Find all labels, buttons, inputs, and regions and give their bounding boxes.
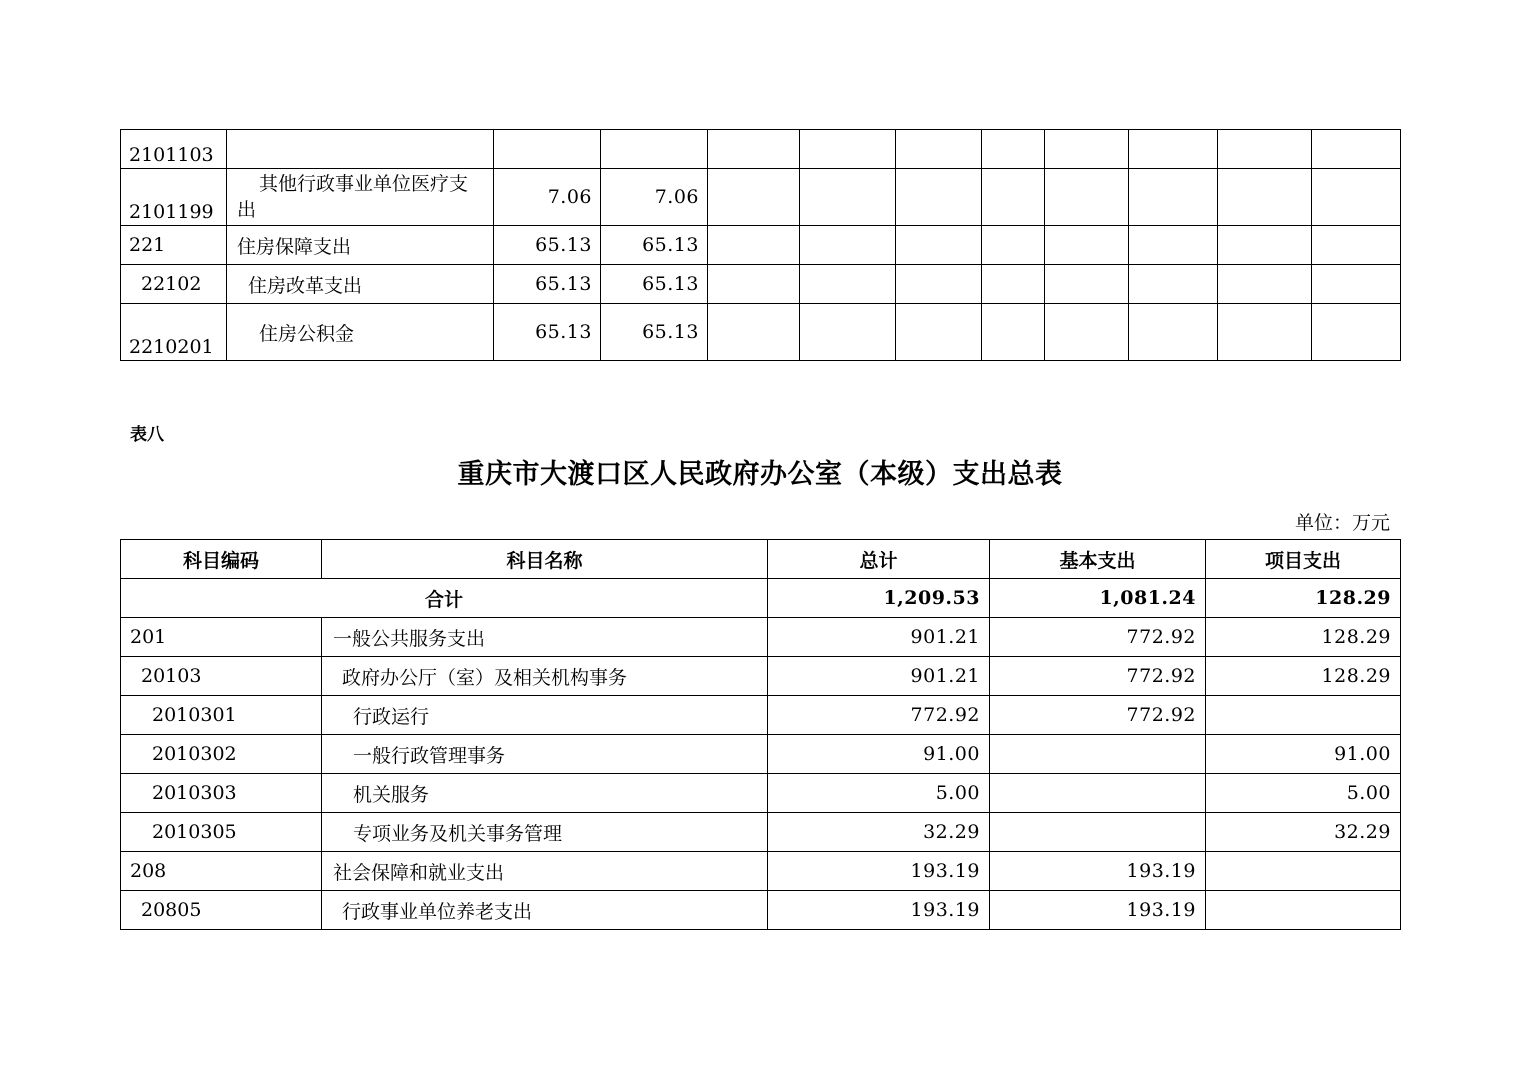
row-value	[494, 130, 601, 169]
row-code: 2010301	[121, 696, 322, 735]
table-row	[121, 657, 1401, 696]
empty-cell	[1045, 265, 1129, 304]
row-code: 2101103	[121, 130, 227, 169]
row-name: 一般行政管理事务	[322, 735, 768, 774]
total-value: 1,209.53	[768, 579, 990, 618]
empty-cell	[1045, 304, 1129, 361]
row-basic: 772.92	[990, 657, 1206, 696]
row-code: 20103	[121, 657, 322, 696]
row-code: 20805	[121, 891, 322, 930]
empty-cell	[982, 169, 1045, 226]
total-label: 合计	[121, 579, 768, 618]
row-name: 住房保障支出	[227, 226, 494, 265]
empty-cell	[896, 169, 982, 226]
empty-cell	[708, 226, 800, 265]
empty-cell	[982, 265, 1045, 304]
empty-cell	[1218, 169, 1312, 226]
empty-cell	[1045, 226, 1129, 265]
table-row	[121, 618, 1401, 657]
empty-cell	[1218, 304, 1312, 361]
empty-cell	[708, 304, 800, 361]
row-name: 政府办公厅（室）及相关机构事务	[322, 657, 768, 696]
empty-cell	[800, 304, 896, 361]
empty-cell	[1312, 169, 1401, 226]
row-name	[227, 130, 494, 169]
column-header: 科目名称	[322, 540, 768, 579]
row-code: 2101199	[121, 169, 227, 226]
continuation-table	[120, 129, 1401, 361]
empty-cell	[708, 265, 800, 304]
empty-cell	[1312, 304, 1401, 361]
empty-cell	[1129, 130, 1218, 169]
row-total: 91.00	[768, 735, 990, 774]
row-value: 65.13	[494, 226, 601, 265]
row-basic: 193.19	[990, 891, 1206, 930]
empty-cell	[1129, 169, 1218, 226]
empty-cell	[896, 130, 982, 169]
table-row	[121, 265, 1401, 304]
row-project: 32.29	[1206, 813, 1401, 852]
total-basic: 1,081.24	[990, 579, 1206, 618]
empty-cell	[1312, 265, 1401, 304]
row-project	[1206, 852, 1401, 891]
table-row	[121, 226, 1401, 265]
empty-cell	[800, 169, 896, 226]
empty-cell	[800, 130, 896, 169]
row-total: 772.92	[768, 696, 990, 735]
empty-cell	[1218, 226, 1312, 265]
row-name: 专项业务及机关事务管理	[322, 813, 768, 852]
row-basic	[990, 813, 1206, 852]
row-name: 社会保障和就业支出	[322, 852, 768, 891]
unit-label: 单位：万元	[1294, 512, 1390, 534]
row-value: 65.13	[494, 304, 601, 361]
row-basic	[990, 774, 1206, 813]
page-title: 重庆市大渡口区人民政府办公室（本级）支出总表	[457, 459, 1063, 490]
table-row	[121, 852, 1401, 891]
empty-cell	[1045, 130, 1129, 169]
table-row	[121, 774, 1401, 813]
empty-cell	[800, 265, 896, 304]
row-code: 2010302	[121, 735, 322, 774]
empty-cell	[982, 226, 1045, 265]
row-project: 128.29	[1206, 618, 1401, 657]
empty-cell	[708, 169, 800, 226]
empty-cell	[1312, 226, 1401, 265]
row-value: 65.13	[601, 265, 708, 304]
row-name: 行政运行	[322, 696, 768, 735]
empty-cell	[1218, 130, 1312, 169]
row-total: 32.29	[768, 813, 990, 852]
empty-cell	[896, 226, 982, 265]
table-row	[121, 891, 1401, 930]
row-name: 住房改革支出	[227, 265, 494, 304]
row-value: 65.13	[494, 265, 601, 304]
expense-summary-table	[120, 539, 1401, 930]
row-basic	[990, 735, 1206, 774]
row-basic: 193.19	[990, 852, 1206, 891]
empty-cell	[1045, 169, 1129, 226]
total-project: 128.29	[1206, 579, 1401, 618]
table-row	[121, 696, 1401, 735]
row-code: 22102	[121, 265, 227, 304]
empty-cell	[800, 226, 896, 265]
row-total: 901.21	[768, 657, 990, 696]
row-name: 住房公积金	[227, 304, 494, 361]
empty-cell	[896, 265, 982, 304]
table-row	[121, 130, 1401, 169]
empty-cell	[708, 130, 800, 169]
row-value	[601, 130, 708, 169]
empty-cell	[1129, 226, 1218, 265]
row-name: 一般公共服务支出	[322, 618, 768, 657]
table-row	[121, 304, 1401, 361]
table-row	[121, 813, 1401, 852]
table-header-row	[121, 540, 1401, 579]
row-project: 128.29	[1206, 657, 1401, 696]
table-number-label: 表八	[130, 425, 164, 445]
empty-cell	[1218, 265, 1312, 304]
row-basic: 772.92	[990, 618, 1206, 657]
row-code: 201	[121, 618, 322, 657]
row-value: 7.06	[494, 169, 601, 226]
row-value: 65.13	[601, 304, 708, 361]
row-name: 机关服务	[322, 774, 768, 813]
empty-cell	[982, 130, 1045, 169]
row-project: 91.00	[1206, 735, 1401, 774]
column-header: 总计	[768, 540, 990, 579]
row-code: 2210201	[121, 304, 227, 361]
empty-cell	[1129, 265, 1218, 304]
column-header: 基本支出	[990, 540, 1206, 579]
row-total: 193.19	[768, 852, 990, 891]
empty-cell	[1129, 304, 1218, 361]
column-header: 项目支出	[1206, 540, 1401, 579]
row-total: 5.00	[768, 774, 990, 813]
row-project: 5.00	[1206, 774, 1401, 813]
row-code: 2010303	[121, 774, 322, 813]
row-name: 行政事业单位养老支出	[322, 891, 768, 930]
row-name: 其他行政事业单位医疗支出	[227, 169, 494, 226]
table-row	[121, 169, 1401, 226]
row-basic: 772.92	[990, 696, 1206, 735]
table-row	[121, 735, 1401, 774]
empty-cell	[982, 304, 1045, 361]
empty-cell	[1312, 130, 1401, 169]
total-row	[121, 579, 1401, 618]
row-project	[1206, 891, 1401, 930]
row-value: 65.13	[601, 226, 708, 265]
row-project	[1206, 696, 1401, 735]
row-total: 193.19	[768, 891, 990, 930]
row-code: 221	[121, 226, 227, 265]
row-total: 901.21	[768, 618, 990, 657]
column-header: 科目编码	[121, 540, 322, 579]
row-code: 208	[121, 852, 322, 891]
empty-cell	[896, 304, 982, 361]
row-value: 7.06	[601, 169, 708, 226]
row-code: 2010305	[121, 813, 322, 852]
